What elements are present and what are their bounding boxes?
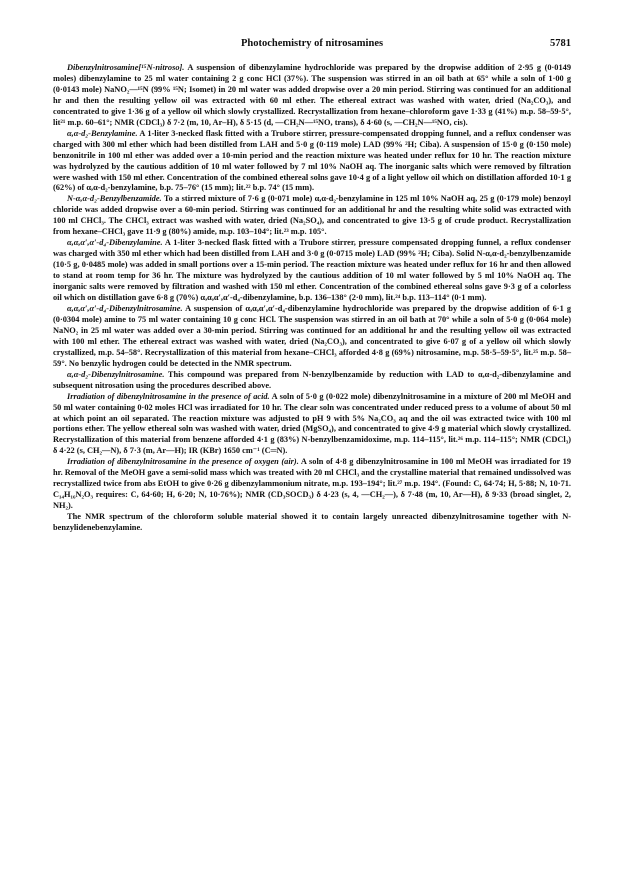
running-head: [53, 38, 571, 54]
paragraph-heading: α,α,α′,α′-d₄-Dibenzylnitrosamine.: [67, 303, 183, 313]
page-number: 5781: [550, 38, 571, 49]
paragraph-text: To a stirred mixture of 7·6 g (0·071 mole) α,α-d₂-benzylamine in 125 ml 10% NaOH aq, 25 g (0·179 mole) benzoyl chloride was added dropwise over a 60-min period. Stirring was continued for an additional hr and the resulting white solid was extracted with 100 ml CHCl₃. The CHCl₃ extract was washed with water, dried (Na₂SO₄), and concentrated to give 13·5 g of crude product. Recrystallization from hexane–CHCl₃ gave 11·9 g (80%) amide, m.p. 103–104°; lit.²³ m.p. 105°.: [53, 194, 571, 237]
paragraph-d4-dibenzylamine: [53, 238, 571, 304]
paragraph-text: A soln of 5·0 g (0·022 mole) dibenzylnitrosamine in a mixture of 200 ml MeOH and 50 ml water containing 0·02 moles HCl was irradiated for 10 hr. The clear soln was concentrated under reduced press to a volume of about 50 ml at which point an oil separated. The reaction mixture was adjusted to pH 9 with 5% Na₂CO₃ aq and the oil was extracted twice with 100 ml portions ether. The yellow ethereal soln was washed with water, dried (MgSO₄), and concentrated to give 4·9 g material which slowly crystallized. Recrystallization of this material from benzene afforded 4·1 g (83%) N-benzylbenzamidoxime, m.p. 114–115°, lit.²⁶ m.p. 114–115°; NMR (CDCl₃) δ 4·22 (s, CH₂—N), δ 7·3 (m, Ar—H); IR (KBr) 1650 cm⁻¹ (C═N).: [53, 391, 571, 456]
paragraph-d2-dibenzylnitrosamine: [53, 370, 571, 392]
paragraph-heading: Dibenzylnitrosamine[¹⁵N-nitroso].: [67, 63, 185, 72]
paragraph-text: A suspension of α,α,α′,α′-d₄-dibenzylamine hydrochloride was prepared by the dropwise addition of 6·1 g (0·0304 mole) amine to 75 ml water containing 10 g conc HCl. The suspension was stirred in an oil bath at 70° while a soln of 5·0 g (0·064 mole) NaNO₂ in 25 ml water was added over a 30-min period. Stirring was continued for an additional hr and the resulting yellow oil was extracted with 100 ml ether. The ethereal extract was washed with water, dried (Na₂CO₃), and concentrated to give 6·07 g of a yellow oil which slowly crystallized, m.p. 54–58°. Recrystallization of this material from hexane–CHCl₃ afforded 4·8 g (69%) nitrosamine, m.p. 58·5–59·5°, lit.²⁵ m.p. 58–59°. No benzylic hydrogen could be detected in the NMR spectrum.: [53, 303, 571, 368]
paragraph-heading: α,α,α′,α′-d₄-Dibenzylamine.: [67, 238, 163, 248]
paragraph-d4-dibenzylnitrosamine: [53, 304, 571, 370]
paragraph-text: A soln of 4·8 g dibenzylnitrosamine in 100 ml MeOH was irradiated for 19 hr. Removal of the MeOH gave a semi-solid mass which was treated with 20 ml CHCl₃ and the crystalline material that remained undissolved was recrystallized twice from abs EtOH to give 0·26 g dibenzylammonium nitrate, m.p. 193–194°; lit.²⁷ m.p. 194°. (Found: C, 64·74; H, 5·88; N, 10·71. C₁₄H₁₆N₂O₃ requires: C, 64·60; H, 6·20; N, 10·76%); NMR (CD₃SOCD₃) δ 4·23 (s, 4, —CH₂—), δ 7·48 (m, 10, Ar—H), δ 9·33 (broad singlet, 2, NH₂).: [53, 457, 571, 511]
paragraph-irradiation-oxygen: [53, 457, 571, 512]
paragraph-d2-benzylamine: [53, 129, 571, 195]
paragraph-heading: α,α-d₂-Benzylamine.: [67, 128, 138, 138]
paragraph-text: A 1-liter 3-necked flask fitted with a Trubore stirrer, pressure-compensated dropping funnel, and a reflux condenser was charged with 300 ml ether which had been distilled from LAH and 5·0 g (0·119 mole) LAD (99% ²H; Ciba). A suspension of 15·0 g (0·150 mole) benzonitrile in 100 ml ether was added over a 10-min period and the reaction mixture was heated under reflux for 10 hr. The reaction mixture was hydrolyzed by the cautious addition of 10 ml water followed by 7 ml 10% NaOH aq. The inorganic salts which were removed by filtration were washed with 150 ml ether. Concentration of the combined ethereal solns gave 10·4 g of a light yellow oil which on distillation afforded 10·1 g (62%) of α,α-d₂-benzylamine, b.p. 75–76° (15 mm); lit.²² b.p. 74° (15 mm).: [53, 128, 571, 193]
paragraph-text: A suspension of dibenzylamine hydrochloride was prepared by the dropwise addition of 2·95 g (0·0149 moles) dibenzylamine to 25 ml water containing 2 g conc HCl (37%). The suspension was stirred in an oil bath at 65° while a soln of 1·00 g (0·0143 mole) NaNO₂—¹⁵N (99% ¹⁵N; Isomet) in 20 ml water was added dropwise over a 20 min period. Stirring was continued for an additional hr and then the resulting yellow oil was extracted with 60 ml ether. The ethereal extract was washed with water, dried (Na₂CO₃), and concentrated to give 1·36 g of a yellow oil which slowly crystallized. Recrystallization from hexane–chloroform gave 1·33 g (41%) m.p. 58–59·5°, lit²¹ m.p. 60–61°; NMR (CDCl₃) δ 7·2 (m, 10, Ar–H), δ 5·15 (d, —CH₂N—¹⁵NO, trans), δ 4·60 (s, —CH₂N—¹⁵NO, cis).: [53, 63, 571, 127]
paragraph-irradiation-acid: [53, 392, 571, 458]
paragraph-d2-benzylbenzamide: [53, 194, 571, 238]
article-body: [53, 63, 571, 534]
paragraph-text: A 1-liter 3-necked flask fitted with a Trubore stirrer, pressure compensated dropping funnel, a reflux condenser was charged with 350 ml ether which had been distilled from LAH and 3·0 g (0·0715 mole) LAD (99% ²H; Ciba). Solid N-α,α-d₂-benzylbenzamide (10·5 g, 0·0485 mole) was added in small portions over a 15-min period. The reaction mixture was heated under reflux for 16 hr and then allowed to stand at room temp for 36 hr. The mixture was hydrolyzed by the cautious addition of 10 ml water followed by 5 ml 10% NaOH aq. The inorganic salts were removed by filtration and washed with 150 ml ether. Concentration of the combined ethereal solns gave 9·3 g of a colorless oil which on distillation gave 6·8 g (70%) α,α,α′,α′-d₄-dibenzylamine, b.p. 136–138° (2·0 mm), lit.²⁴ b.p. 113–114° (0·1 mm).: [53, 238, 571, 303]
paragraph-text: The NMR spectrum of the chloroform soluble material showed it to contain largely unreacted dibenzylnitrosamine together with N-benzylidenebenzylamine.: [53, 512, 571, 533]
paragraph-heading: N-α,α-d₂-Benzylbenzamide.: [67, 194, 162, 204]
running-title: Photochemistry of nitrosamines: [240, 38, 384, 49]
paragraph-dibenzylnitrosamine-15n: [53, 63, 571, 129]
paragraph-heading: α,α-d₂-Dibenzylnitrosamine.: [67, 369, 165, 379]
paragraph-heading: Irradiation of dibenzylnitrosamine in the presence of oxygen (air).: [67, 457, 299, 467]
paragraph-text: This compound was prepared from N-benzylbenzamide by reduction with LAD to α,α-d₂-dibenzylamine and subsequent nitrosation using the procedures described above.: [53, 369, 571, 390]
paragraph-nmr-conclusion: [53, 512, 571, 534]
paragraph-heading: Irradiation of dibenzylnitrosamine in the presence of acid.: [67, 391, 270, 401]
